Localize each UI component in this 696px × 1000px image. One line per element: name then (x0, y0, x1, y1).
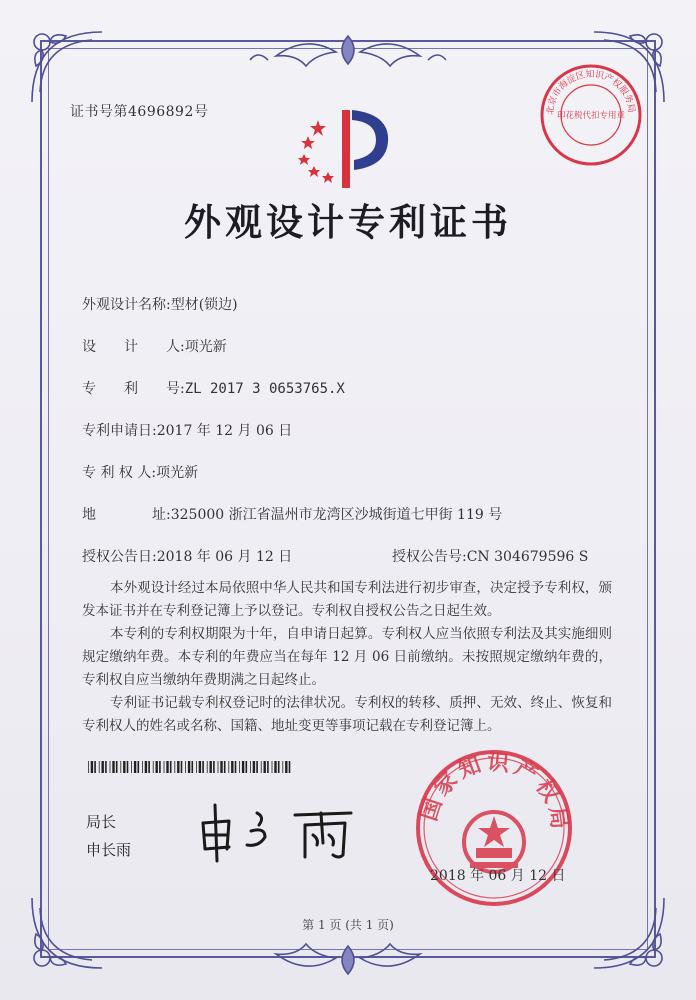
svg-text:国家知识产权局: 国家知识产权局 (415, 749, 574, 835)
grant-date-row (82, 546, 292, 566)
grant-date-value: 2018 年 06 月 12 日 (156, 549, 293, 565)
top-center-ornament (248, 30, 448, 76)
address-value: 325000 浙江省温州市龙湾区沙城街道七甲街 119 号 (170, 507, 503, 523)
designer-row (82, 336, 227, 356)
filing-date-row (82, 420, 292, 440)
director-title: 局长 (86, 813, 117, 831)
design-name-row (82, 294, 238, 314)
cnipa-logo-icon (290, 100, 410, 195)
body-paragraph-1: 本外观设计经过本局依照中华人民共和国专利法进行初步审查，决定授予专利权，颁发本证书并在专利登记簿上予以登记。专利权自授权公告之日起生效。 (82, 580, 612, 619)
corner-ornament-bottom-left (22, 888, 112, 978)
grant-date-label: 授权公告日: (82, 549, 157, 565)
designer-value: 项光新 (184, 339, 227, 355)
svg-text:印花税代扣专用章: 印花税代扣专用章 (556, 111, 626, 121)
grant-number-label: 授权公告号: (392, 549, 467, 565)
design-name-label: 外观设计名称: (82, 297, 171, 313)
grant-number-value: CN 304679596 S (466, 549, 589, 565)
director-name: 申长雨 (86, 841, 132, 859)
director-signature (195, 795, 365, 865)
corner-ornament-top-left (22, 22, 112, 112)
body-paragraph-2: 本专利的专利权期限为十年，自申请日起算。专利权人应当依照专利法及其实施细则规定缴纳年费。本专利的年费应当在每年 12 月 06 日前缴纳。未按照规定缴纳年费的，专利权自应当缴纳年费期满之日起终止。 (82, 626, 612, 688)
seal-date: 2018 年 06 月 12 日 (430, 868, 566, 884)
grant-number-row (392, 546, 588, 566)
filing-date-value: 2017 年 12 月 06 日 (156, 423, 293, 439)
page-number: 第 1 页 (共 1 页) (302, 918, 394, 932)
address-label: 地 址: (82, 507, 171, 523)
patentee-value: 项光新 (156, 465, 199, 481)
barcode (88, 761, 293, 773)
certificate-body (82, 577, 612, 738)
patentee-label: 专 利 权 人: (82, 465, 157, 481)
design-name-value: 型材(锁边) (170, 297, 238, 313)
address-row (82, 504, 502, 524)
patent-number-row (82, 378, 345, 398)
patent-number-value: ZL 2017 3 0653765.X (184, 381, 345, 397)
corner-ornament-bottom-right (584, 888, 674, 978)
patent-number-label: 专 利 号: (82, 381, 185, 397)
patentee-row (82, 462, 198, 482)
body-paragraph-3: 专利证书记载专利权登记时的法律状况。专利权的转移、质押、无效、终止、恢复和专利权人的姓名或名称、国籍、地址变更等事项记载在专利登记簿上。 (82, 695, 612, 734)
tax-stamp-seal (538, 62, 644, 168)
designer-label: 设 计 人: (82, 339, 185, 355)
bottom-center-ornament (248, 940, 448, 980)
filing-date-label: 专利申请日: (82, 423, 157, 439)
certificate-number: 证书号第4696892号 (70, 104, 209, 120)
svg-text:北京市海淀区知识产权服务局: 北京市海淀区知识产权服务局 (545, 69, 637, 116)
certificate-title: 外观设计专利证书 (184, 200, 512, 244)
